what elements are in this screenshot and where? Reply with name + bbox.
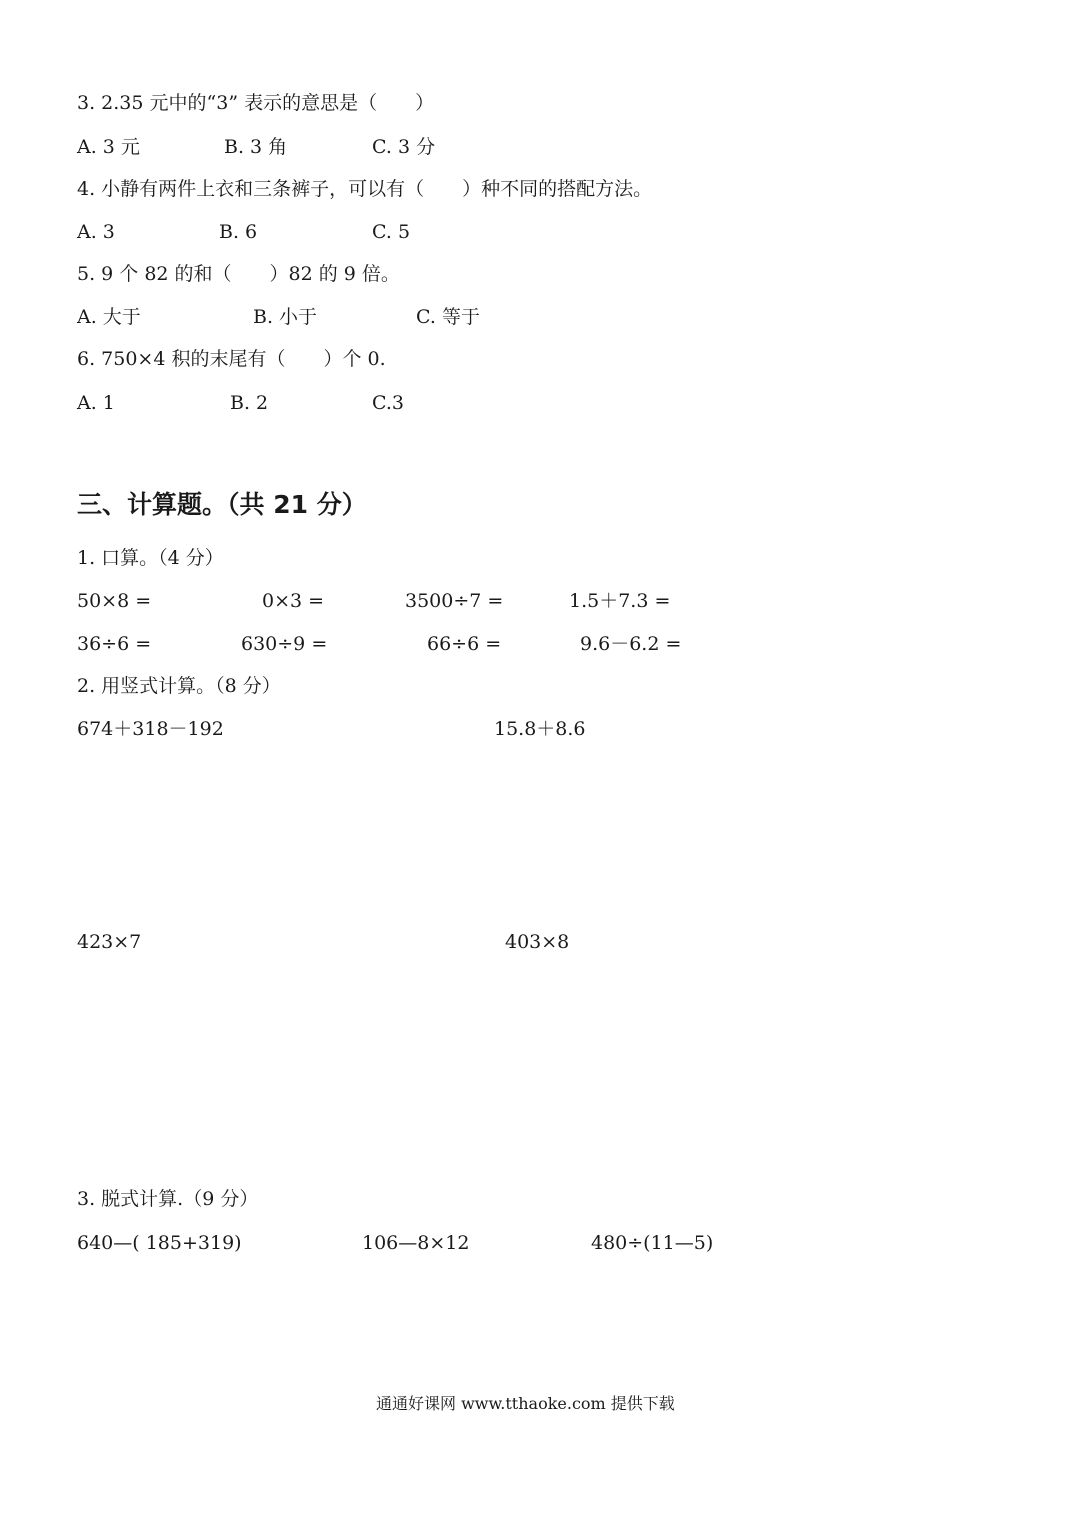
oral-item: 3500÷7 =: [405, 590, 504, 612]
option-a: A. 3 元: [77, 136, 140, 158]
stepwise-item: 640—( 185+319): [77, 1232, 242, 1254]
option-c: C. 5: [372, 221, 411, 243]
footer-text: 通通好课网 www.tthaoke.com 提供下载: [376, 1394, 675, 1413]
oral-item: 0×3 =: [262, 590, 325, 612]
vertical-item: 674＋318－192: [77, 718, 224, 740]
stepwise-item: 480÷(11—5): [591, 1232, 714, 1254]
oral-item: 9.6－6.2 =: [580, 633, 682, 655]
question-3: 3. 2.35 元中的“3” 表示的意思是（ ）: [77, 92, 435, 114]
oral-item: 630÷9 =: [241, 633, 328, 655]
stepwise-item: 106—8×12: [362, 1232, 470, 1254]
option-c: C.3: [372, 392, 404, 414]
option-c: C. 等于: [416, 306, 480, 328]
option-a: A. 1: [77, 392, 115, 414]
section-title: 三、计算题。（共 21 分）: [77, 490, 367, 519]
vertical-item: 15.8＋8.6: [494, 718, 586, 740]
question-4: 4. 小静有两件上衣和三条裤子，可以有（ ）种不同的搭配方法。: [77, 178, 653, 200]
option-b: B. 6: [219, 221, 258, 243]
option-b: B. 2: [230, 392, 269, 414]
stepwise-label: 3. 脱式计算.（9 分）: [77, 1188, 259, 1210]
vertical-item: 403×8: [505, 931, 570, 953]
oral-item: 50×8 =: [77, 590, 152, 612]
oral-item: 1.5＋7.3 =: [569, 590, 671, 612]
option-a: A. 大于: [77, 306, 141, 328]
vertical-label: 2. 用竖式计算。（8 分）: [77, 675, 281, 697]
option-b: B. 3 角: [224, 136, 288, 158]
oral-item: 66÷6 =: [427, 633, 502, 655]
vertical-item: 423×7: [77, 931, 142, 953]
option-c: C. 3 分: [372, 136, 436, 158]
oral-label: 1. 口算。（4 分）: [77, 547, 224, 569]
option-a: A. 3: [77, 221, 115, 243]
oral-item: 36÷6 =: [77, 633, 152, 655]
option-b: B. 小于: [253, 306, 318, 328]
question-5: 5. 9 个 82 的和（ ）82 的 9 倍。: [77, 263, 400, 285]
question-6: 6. 750×4 积的末尾有（ ）个 0.: [77, 348, 386, 370]
